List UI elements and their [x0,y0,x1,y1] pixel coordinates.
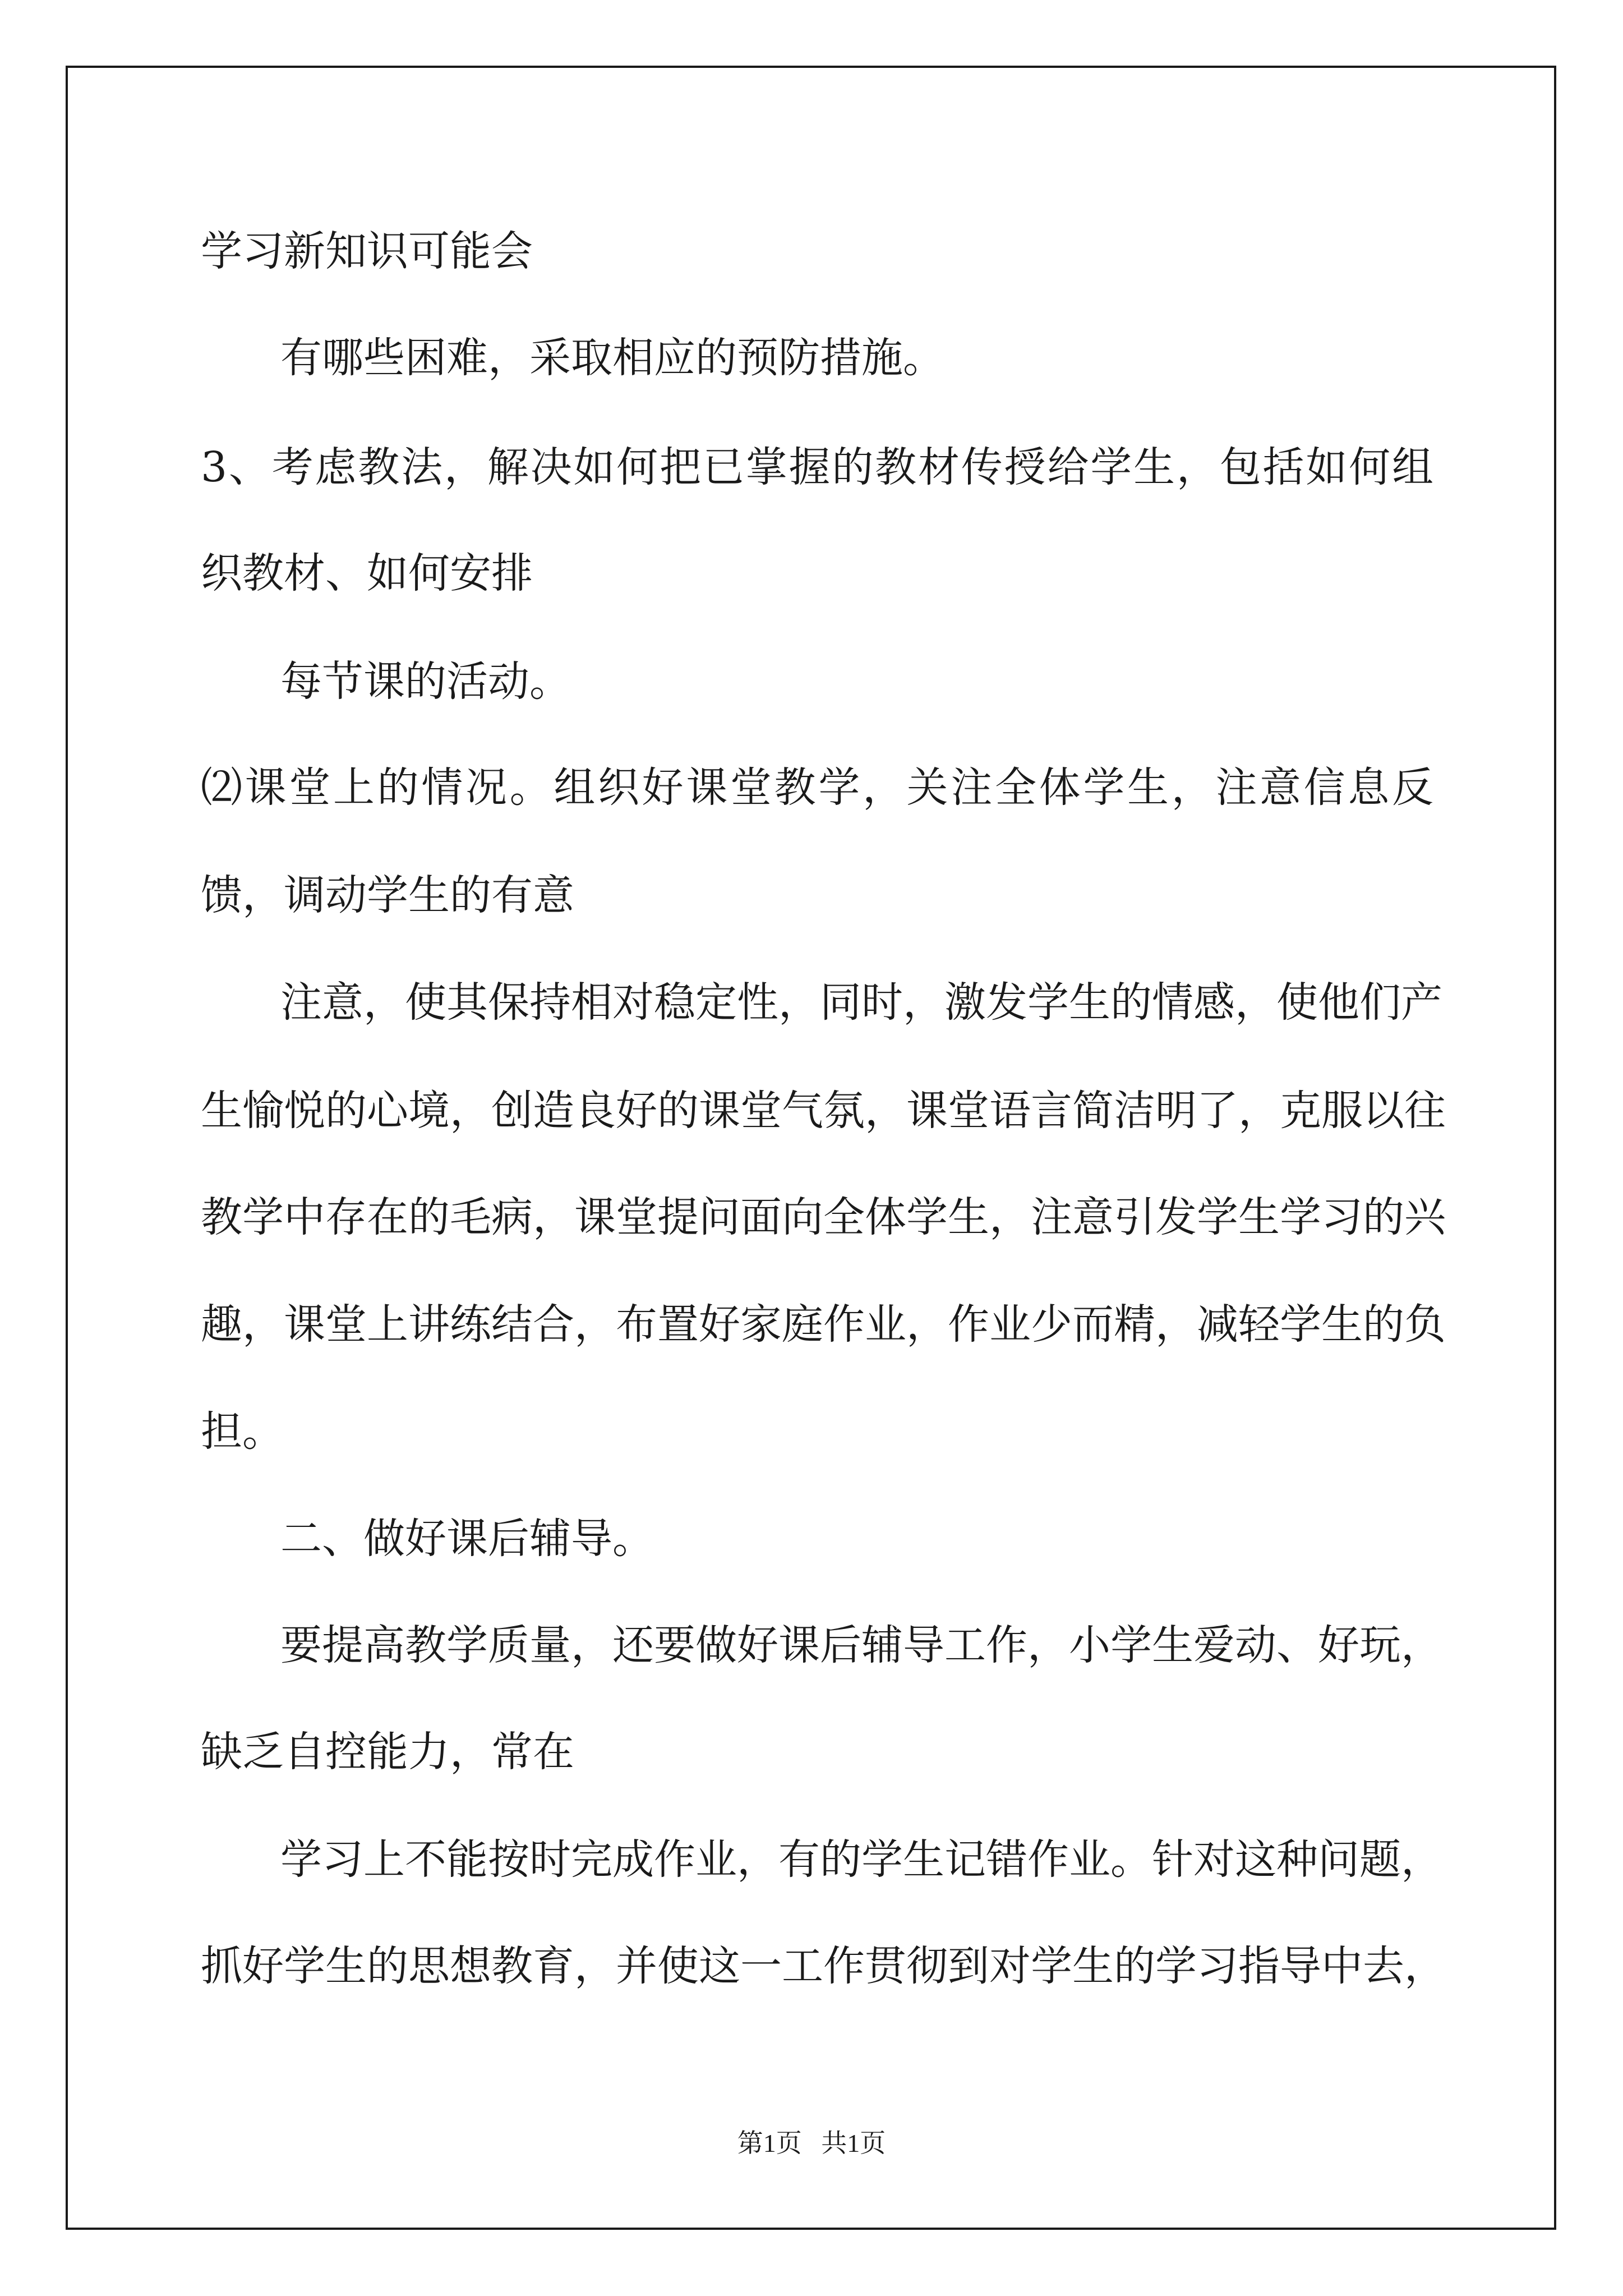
text-line-16: 学习上不能按时完成作业，有的学生记错作业。针对这种问题， [280,1835,1442,1884]
text-line-15: 缺乏自控能力，常在 [201,1728,574,1776]
section-heading: 二、做好课后辅导。 [280,1515,654,1563]
text-line-17: 抓好学生的思想教育，并使这一工作贯彻到对学生的学习指导中去， [201,1942,1446,1990]
page-number: 第1页 共1页 [737,2129,886,2157]
text-line-7: 馈，调动学生的有意 [201,871,574,919]
text-line-1: 学习新知识可能会 [201,227,533,275]
text-line-5: 每节课的活动。 [280,657,571,706]
text-line-12: 担。 [201,1407,284,1456]
text-line-9: 生愉悦的心境，创造良好的课堂气氛，课堂语言简洁明了，克服以往 [201,1087,1446,1135]
text-line-6: ⑵课堂上的情况。组织好课堂教学，关注全体学生，注意信息反 [201,763,1433,812]
text-line-14: 要提高教学质量，还要做好课后辅导工作，小学生爱动、好玩， [280,1621,1442,1669]
text-line-4: 织教材、如何安排 [201,549,533,597]
text-line-3: 3、考虑教法，解决如何把已掌握的教材传授给学生，包括如何组 [201,443,1433,491]
text-line-8: 注意，使其保持相对稳定性，同时，激发学生的情感，使他们产 [280,978,1442,1027]
text-line-2: 有哪些困难，采取相应的预防措施。 [280,334,944,382]
page-border [66,66,1556,2230]
text-line-10: 教学中存在的毛病，课堂提问面向全体学生，注意引发学生学习的兴 [201,1193,1446,1241]
text-line-11: 趣，课堂上讲练结合，布置好家庭作业，作业少而精，减轻学生的负 [201,1300,1446,1349]
